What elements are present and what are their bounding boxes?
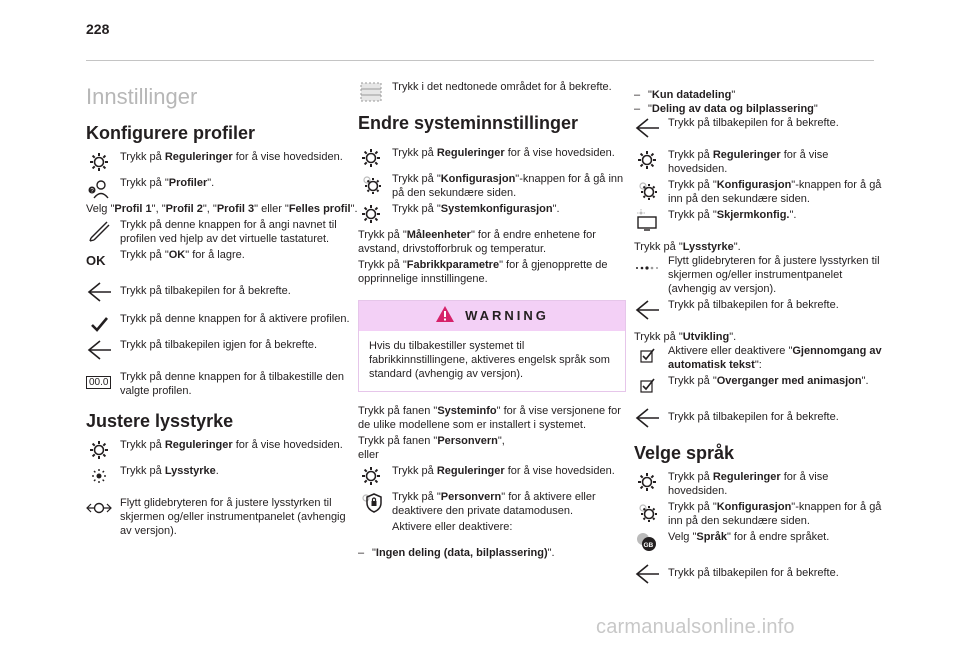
back-arrow-icon [634,298,660,322]
paragraph: Velg "Profil 1", "Profil 2", "Profil 3" eller "Felles profil". [86,203,358,215]
svg-text:?: ? [90,188,94,195]
checkbox-icon [634,374,660,398]
configuration-icon [634,178,660,202]
warning-header [359,301,625,331]
step-system-configuration: Trykk på "Systemkonfigurasjon". [358,202,626,226]
configuration-icon [634,500,660,524]
step-greyed-area: Trykk i det nedtonede området for å bekrefte. [358,80,626,104]
configuration-icon [358,172,384,196]
step-back-again: Trykk på tilbakepilen igjen for å bekrefte. [86,338,358,362]
header-rule [86,60,874,61]
step-reset: 00.0 Trykk på denne knappen for å tilbakestille den valgte profilen. [86,370,358,398]
gear-icon [86,150,112,174]
brightness-icon [86,464,112,488]
warning-triangle-icon [435,305,455,327]
step-back: Trykk på tilbakepilen for å bekrefte. [86,280,358,304]
paragraph: Trykk på "Lysstyrke". [634,241,741,253]
checkbox-icon [634,344,660,368]
screen-icon [634,208,660,232]
profile-icon [86,176,112,200]
back-arrow-icon [86,338,112,362]
warning-text: Hvis du tilbakestiller systemet til fabrikkinnstillingene, aktiveres engelsk språk som standard (avhengig av versjon). [369,340,610,380]
back-arrow-icon [634,116,660,140]
step-brightness: Trykk på Lysstyrke. [86,464,358,488]
reset-value-icon: 00.0 [86,370,112,394]
section-heading-brightness: Justere lysstyrke [86,411,234,431]
privacy-icon [358,490,384,514]
ok-icon: OK [86,253,106,268]
step-settings: Trykk på Reguleringer for å vise hovedsiden. [86,438,358,462]
step-configuration: Trykk på "Konfigurasjon"-knappen for å gå inn på den sekundære siden. [358,172,626,200]
step-slider: Flytt glidebryteren for å justere lysstyrken til skjermen og/eller instrumentpanelet (avhengig av versjon). [634,254,884,296]
paragraph: Trykk på "Måleenheter" for å endre enhetene for avstand, drivstofforbruk og temperatur. [358,229,596,255]
column-3 [634,80,884,588]
page-title: Innstillinger [86,84,198,109]
list-item: – "Kun datadeling" [634,88,884,102]
step-screen-config: Trykk på "Skjermkonfig.". [634,208,884,232]
paragraph: eller [358,449,379,461]
gear-icon [358,146,384,170]
greyed-area-icon [358,80,384,104]
step-name: Trykk på denne knappen for å angi navnet til profilen ved hjelp av det virtuelle tastaturet. [86,218,358,246]
back-arrow-icon [634,562,660,586]
paragraph: Trykk på "Fabrikkparametre" for å gjenopprette de opprinnelige innstillingene. [358,259,608,285]
step-auto-text: Aktivere eller deaktivere "Gjennomgang av automatisk tekst": [634,344,884,372]
step-settings: Trykk på Reguleringer for å vise hovedsiden. [634,148,884,176]
step-configuration: Trykk på "Konfigurasjon"-knappen for å gå inn på den sekundære siden. [634,178,884,206]
step-language: GB Velg "Språk" for å endre språket. [634,530,884,554]
step-back: Trykk på tilbakepilen for å bekrefte. [634,116,884,140]
gear-icon [634,148,660,172]
back-arrow-icon [634,406,660,430]
paragraph: Trykk på fanen "Personvern", [358,435,505,447]
step-settings: Trykk på Reguleringer for å vise hovedsiden. [86,150,358,174]
svg-text:GB: GB [643,542,654,549]
list-item: – "Deling av data og bilplassering" [634,102,884,116]
checkmark-icon [86,312,112,336]
step-settings: Trykk på Reguleringer for å vise hovedsiden. [358,146,626,170]
step-back: Trykk på tilbakepilen for å bekrefte. [634,298,884,322]
paragraph: Aktivere eller deaktivere: [392,521,513,533]
watermark: carmanualsonline.info [596,616,795,638]
back-arrow-icon [86,280,112,304]
page-number: 228 [86,21,110,37]
pencil-icon [86,218,112,242]
gear-icon [86,438,112,462]
step-ok: OK Trykk på "OK" for å lagre. [86,248,358,272]
column-1 [86,80,358,540]
section-heading-language: Velge språk [634,443,735,463]
warning-box [358,300,626,392]
paragraph: Trykk på "Utvikling". [634,331,737,343]
step-settings: Trykk på Reguleringer for å vise hovedsiden. [358,464,626,488]
slider-icon [86,496,112,520]
step-activate: Trykk på denne knappen for å aktivere profilen. [86,312,358,336]
list-item: – "Ingen deling (data, bilplassering)". [358,546,626,560]
column-2 [358,80,626,560]
gear-icon [358,202,384,226]
section-heading-system: Endre systeminnstillinger [358,113,579,133]
gear-icon [634,470,660,494]
gear-icon [358,464,384,488]
step-configuration: Trykk på "Konfigurasjon"-knappen for å gå inn på den sekundære siden. [634,500,884,528]
step-back: Trykk på tilbakepilen for å bekrefte. [634,406,884,430]
brightness-slider-icon [634,254,660,278]
warning-title: WARNING [465,308,549,323]
step-animations: Trykk på "Overganger med animasjon". [634,374,884,398]
step-profiles: ? Trykk på "Profiler". [86,176,358,200]
paragraph: Trykk på fanen "Systeminfo" for å vise versjonene for de ulike modellene som er installert i systemet. [358,405,621,431]
step-settings: Trykk på Reguleringer for å vise hovedsiden. [634,470,884,498]
section-heading-profiles: Konfigurere profiler [86,123,256,143]
step-privacy: Trykk på "Personvern" for å aktivere eller deaktivere den private datamodusen. [358,490,626,518]
step-slider: Flytt glidebryteren for å justere lysstyrken til skjermen og/eller instrumentpanelet (avhengig av versjon). [86,496,358,538]
step-back: Trykk på tilbakepilen for å bekrefte. [634,562,884,586]
language-icon [634,530,660,554]
